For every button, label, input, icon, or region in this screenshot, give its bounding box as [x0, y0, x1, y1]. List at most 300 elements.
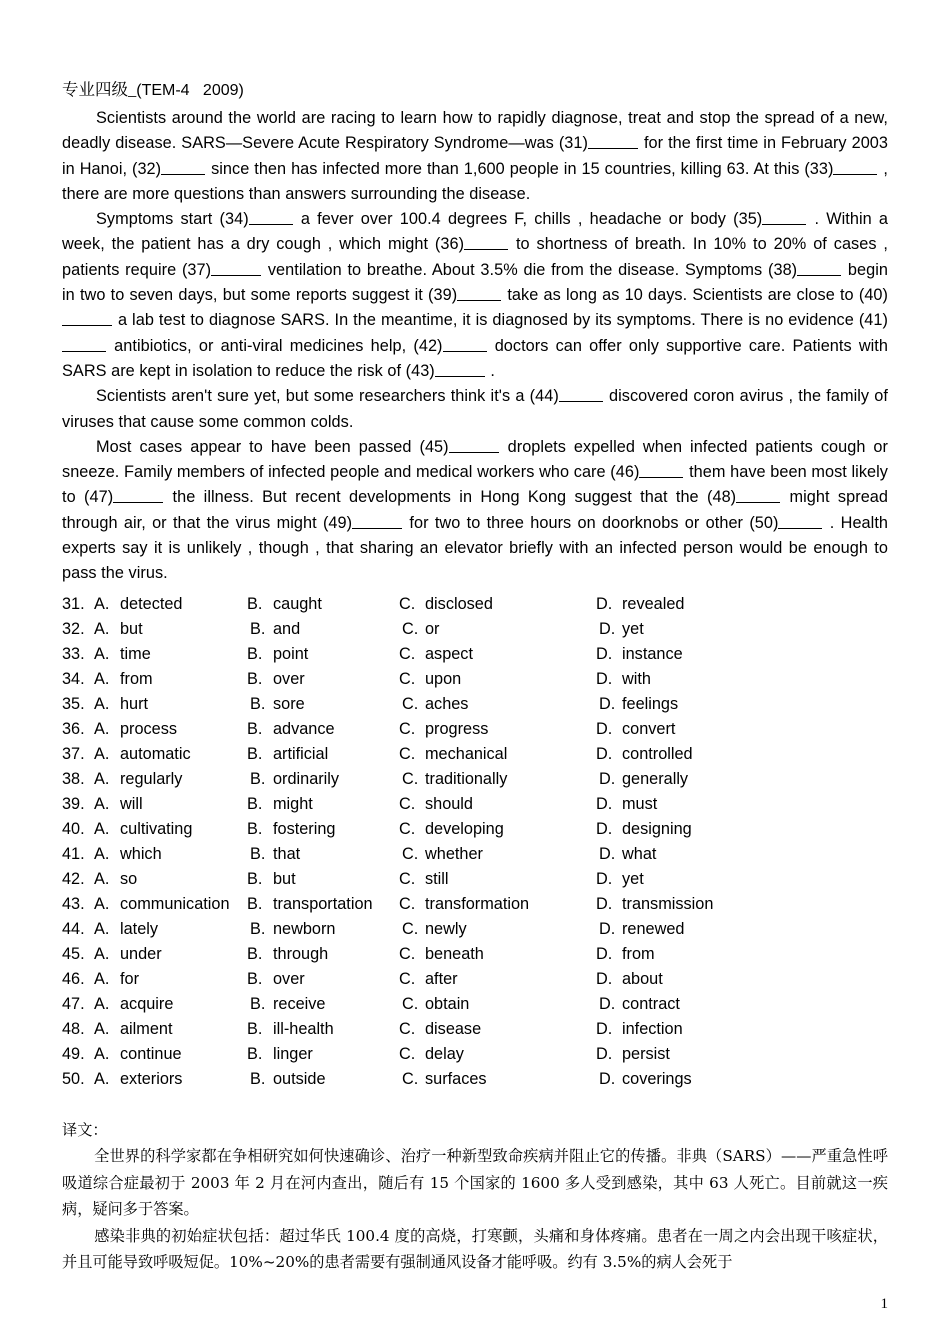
- option-letter: A.: [94, 894, 110, 913]
- option-choice[interactable]: [94, 795, 247, 814]
- option-letter: B.: [247, 1044, 263, 1063]
- option-letter: C.: [399, 719, 416, 738]
- question-number: 43.: [62, 894, 85, 913]
- option-choice[interactable]: [399, 945, 596, 964]
- question-number: 41.: [62, 844, 85, 863]
- option-text: feelings: [622, 694, 679, 713]
- option-row: [62, 720, 888, 745]
- option-choice[interactable]: [94, 770, 247, 789]
- option-choice[interactable]: [596, 920, 786, 939]
- option-choice[interactable]: [94, 970, 247, 989]
- option-choice[interactable]: [596, 1070, 786, 1089]
- option-letter: C.: [399, 1019, 416, 1038]
- option-letter: A.: [94, 669, 110, 688]
- option-letter: A.: [94, 869, 110, 888]
- option-letter: D.: [596, 669, 613, 688]
- option-text: instance: [622, 644, 683, 663]
- option-choice[interactable]: [247, 845, 399, 864]
- translation-label: 译文：: [62, 1120, 108, 1139]
- option-choice[interactable]: [247, 920, 399, 939]
- passage-text: a lab test to diagnose SARS. In the meantime, it is diagnosed by its symptoms. There is no evidence (41): [113, 311, 888, 330]
- option-letter: D.: [596, 869, 613, 888]
- option-choice[interactable]: [399, 970, 596, 989]
- option-choice[interactable]: [247, 820, 399, 839]
- option-choice[interactable]: [596, 620, 786, 639]
- option-choice[interactable]: [399, 1020, 596, 1039]
- option-row: [62, 695, 888, 720]
- option-letter: B.: [247, 594, 263, 613]
- option-row: [62, 970, 888, 995]
- option-letter: C.: [399, 819, 416, 838]
- option-letter: A.: [94, 969, 110, 988]
- option-row: [62, 1070, 888, 1095]
- option-letter: A.: [94, 844, 110, 863]
- option-letter: D.: [599, 994, 616, 1013]
- question-number: 37.: [62, 744, 85, 763]
- question-number: 39.: [62, 794, 85, 813]
- option-choice[interactable]: [94, 870, 247, 889]
- translation-text: 全世界的科学家都在争相研究如何快速确诊、治疗一种新型致命疾病并阻止它的传播。非典（SARS）——严重急性呼吸道综合症最初于 2003 年 2 月在河内查出，随后有 15 个国家的 1600 多人受到感染，其中 63 人死亡。目前就这一疾病，疑问多于答案。: [62, 1147, 888, 1219]
- option-choice[interactable]: [94, 945, 247, 964]
- option-text: progress: [425, 719, 489, 738]
- option-row: [62, 895, 888, 920]
- cloze-blank-45[interactable]: [449, 439, 499, 453]
- option-text: must: [622, 794, 658, 813]
- option-text: ill-health: [273, 1019, 334, 1038]
- option-text: newborn: [273, 919, 336, 938]
- question-number: 40.: [62, 819, 85, 838]
- option-row: [62, 820, 888, 845]
- option-text: obtain: [425, 994, 470, 1013]
- option-letter: C.: [402, 694, 419, 713]
- option-letter: B.: [247, 719, 263, 738]
- option-choice[interactable]: [596, 870, 786, 889]
- option-choice[interactable]: [399, 645, 596, 664]
- option-text: convert: [622, 719, 676, 738]
- option-letter: B.: [247, 669, 263, 688]
- option-letter: D.: [596, 894, 613, 913]
- option-text: developing: [425, 819, 504, 838]
- option-choice[interactable]: [94, 670, 247, 689]
- cloze-blank-32[interactable]: [161, 161, 205, 175]
- option-text: fostering: [273, 819, 336, 838]
- option-letter: C.: [402, 919, 419, 938]
- option-letter: C.: [399, 669, 416, 688]
- option-letter: B.: [247, 644, 263, 663]
- option-choice[interactable]: [399, 1070, 596, 1089]
- option-text: point: [273, 644, 309, 663]
- option-text: for: [120, 969, 140, 988]
- option-choice[interactable]: [94, 745, 247, 764]
- option-row: [62, 645, 888, 670]
- option-text: but: [120, 619, 143, 638]
- cloze-blank-42[interactable]: [443, 338, 487, 352]
- option-letter: C.: [399, 894, 416, 913]
- option-choice[interactable]: [596, 595, 786, 614]
- option-text: over: [273, 969, 305, 988]
- option-choice[interactable]: [399, 795, 596, 814]
- question-number: 36.: [62, 719, 85, 738]
- option-choice[interactable]: [399, 770, 596, 789]
- question-number: 31.: [62, 594, 85, 613]
- option-text: receive: [273, 994, 326, 1013]
- passage-text: ventilation to breathe. About 3.5% die from the disease. Symptoms (38): [262, 260, 798, 279]
- option-text: disease: [425, 1019, 482, 1038]
- passage-text: them have been most likely to (47): [62, 463, 888, 507]
- option-text: transmission: [622, 894, 714, 913]
- question-number: 32.: [62, 619, 85, 638]
- option-choice[interactable]: [94, 720, 247, 739]
- option-text: newly: [425, 919, 467, 938]
- cloze-blank-37[interactable]: [211, 262, 261, 276]
- option-text: exteriors: [120, 1069, 183, 1088]
- option-text: regularly: [120, 769, 183, 788]
- option-text: controlled: [622, 744, 693, 763]
- option-text: after: [425, 969, 458, 988]
- option-letter: C.: [399, 744, 416, 763]
- option-text: what: [622, 844, 657, 863]
- option-choice[interactable]: [247, 770, 399, 789]
- option-row: [62, 620, 888, 645]
- option-choice[interactable]: [399, 870, 596, 889]
- option-row: [62, 670, 888, 695]
- cloze-blank-47[interactable]: [113, 489, 163, 503]
- cloze-blank-39[interactable]: [457, 287, 501, 301]
- cloze-blank-46[interactable]: [639, 464, 683, 478]
- cloze-blank-44[interactable]: [559, 388, 603, 402]
- passage-text: Scientists around the world are racing to learn how to rapidly diagnose, treat and stop the spread of a new, deadly disease. SARS—Severe Acute Respiratory Syndrome—was (31): [62, 109, 888, 153]
- option-letter: C.: [402, 1069, 419, 1088]
- option-text: sore: [273, 694, 305, 713]
- option-choice[interactable]: [596, 670, 786, 689]
- option-text: will: [120, 794, 143, 813]
- option-choice[interactable]: [247, 870, 399, 889]
- option-choice[interactable]: [247, 695, 399, 714]
- option-letter: B.: [250, 694, 266, 713]
- option-choice[interactable]: [247, 620, 399, 639]
- option-choice[interactable]: [247, 595, 399, 614]
- option-letter: A.: [94, 994, 110, 1013]
- option-choice[interactable]: [399, 595, 596, 614]
- option-letter: C.: [399, 869, 416, 888]
- option-text: yet: [622, 869, 644, 888]
- option-text: with: [622, 669, 651, 688]
- option-choice[interactable]: [94, 645, 247, 664]
- option-choice[interactable]: [247, 795, 399, 814]
- option-letter: D.: [599, 619, 616, 638]
- option-letter: A.: [94, 919, 110, 938]
- option-text: from: [120, 669, 153, 688]
- translation-text: 感染非典的初始症状包括：超过华氏 100.4 度的高烧，打寒颤，头痛和身体疼痛。患者在一周之内会出现干咳症状，并且可能导致呼吸短促。10%~20%的患者需要有强制通风设备才能呼吸。约有 3.5%的病人会死于: [62, 1226, 888, 1272]
- option-choice[interactable]: [399, 1045, 596, 1064]
- passage-text: doctors can offer only supportive care. Patients with SARS are kept in isolation to reduce the risk of (43): [62, 336, 888, 380]
- option-letter: C.: [399, 969, 416, 988]
- option-choice[interactable]: [94, 1070, 247, 1089]
- option-text: generally: [622, 769, 689, 788]
- option-letter: C.: [402, 619, 419, 638]
- option-letter: A.: [94, 594, 110, 613]
- option-text: or: [425, 619, 440, 638]
- option-choice[interactable]: [94, 1045, 247, 1064]
- option-choice[interactable]: [94, 595, 247, 614]
- option-letter: B.: [247, 894, 263, 913]
- option-choice[interactable]: [399, 895, 596, 914]
- option-text: detected: [120, 594, 183, 613]
- option-letter: D.: [596, 969, 613, 988]
- option-choice[interactable]: [247, 745, 399, 764]
- question-number: 42.: [62, 869, 85, 888]
- option-letter: A.: [94, 744, 110, 763]
- option-letter: B.: [247, 794, 263, 813]
- option-text: and: [273, 619, 301, 638]
- page-title-latin: (TEM-4 2009): [136, 82, 244, 99]
- option-choice[interactable]: [399, 845, 596, 864]
- option-choice[interactable]: [596, 1045, 786, 1064]
- option-row: [62, 870, 888, 895]
- option-text: beneath: [425, 944, 484, 963]
- option-text: acquire: [120, 994, 174, 1013]
- cloze-blank-40[interactable]: [62, 312, 112, 326]
- option-choice[interactable]: [247, 895, 399, 914]
- option-choice[interactable]: [399, 820, 596, 839]
- option-letter: B.: [250, 844, 266, 863]
- cloze-blank-36[interactable]: [464, 236, 508, 250]
- passage-text: discovered coron avirus , the family of viruses that cause some common colds.: [62, 387, 888, 431]
- option-choice[interactable]: [94, 620, 247, 639]
- option-letter: D.: [599, 694, 616, 713]
- option-choice[interactable]: [596, 945, 786, 964]
- option-text: coverings: [622, 1069, 692, 1088]
- option-letter: C.: [402, 844, 419, 863]
- option-choice[interactable]: [94, 1020, 247, 1039]
- passage-text: might spread through air, or that the virus might (49): [62, 488, 889, 532]
- option-text: revealed: [622, 594, 685, 613]
- option-choice[interactable]: [94, 820, 247, 839]
- passage-text: . Health experts say it is unlikely , though , that sharing an elevator briefly with an infected person would be enough to pass the virus.: [62, 513, 889, 583]
- option-letter: A.: [94, 644, 110, 663]
- option-text: aspect: [425, 644, 473, 663]
- option-choice[interactable]: [399, 745, 596, 764]
- option-letter: D.: [599, 1069, 616, 1088]
- option-row: [62, 770, 888, 795]
- option-text: still: [425, 869, 449, 888]
- page-title: [62, 78, 888, 103]
- question-number: 47.: [62, 994, 85, 1013]
- option-choice[interactable]: [247, 670, 399, 689]
- option-choice[interactable]: [596, 645, 786, 664]
- option-text: under: [120, 944, 162, 963]
- option-choice[interactable]: [596, 720, 786, 739]
- option-choice[interactable]: [247, 995, 399, 1014]
- cloze-blank-41[interactable]: [62, 338, 106, 352]
- option-choice[interactable]: [596, 770, 786, 789]
- option-text: through: [273, 944, 329, 963]
- option-text: transportation: [273, 894, 373, 913]
- option-choice[interactable]: [94, 695, 247, 714]
- option-choice[interactable]: [94, 995, 247, 1014]
- option-choice[interactable]: [247, 970, 399, 989]
- option-choice[interactable]: [94, 845, 247, 864]
- option-choice[interactable]: [399, 995, 596, 1014]
- cloze-blank-48[interactable]: [736, 489, 780, 503]
- option-letter: C.: [399, 594, 416, 613]
- english-passage: [62, 106, 888, 587]
- option-letter: D.: [599, 844, 616, 863]
- option-letter: D.: [596, 794, 613, 813]
- passage-text: for two to three hours on doorknobs or other (50): [403, 513, 779, 532]
- cloze-blank-34[interactable]: [249, 211, 293, 225]
- question-number: 46.: [62, 969, 85, 988]
- option-choice[interactable]: [596, 970, 786, 989]
- passage-text: . Within a week, the patient has a dry cough , which might (36): [62, 210, 889, 254]
- option-choice[interactable]: [247, 1020, 399, 1039]
- option-text: contract: [622, 994, 680, 1013]
- option-choice[interactable]: [596, 895, 786, 914]
- question-number: 48.: [62, 1019, 85, 1038]
- translation-paragraph: [62, 1223, 888, 1276]
- option-letter: C.: [399, 944, 416, 963]
- option-choice[interactable]: [596, 1020, 786, 1039]
- option-choice[interactable]: [247, 945, 399, 964]
- page-title-cn: 专业四级_: [62, 80, 137, 99]
- option-text: time: [120, 644, 151, 663]
- option-letter: B.: [247, 1019, 263, 1038]
- question-number: 45.: [62, 944, 85, 963]
- option-letter: D.: [596, 594, 613, 613]
- option-choice[interactable]: [596, 795, 786, 814]
- cloze-blank-35[interactable]: [762, 211, 806, 225]
- option-choice[interactable]: [94, 920, 247, 939]
- option-text: infection: [622, 1019, 683, 1038]
- option-choice[interactable]: [399, 695, 596, 714]
- option-choice[interactable]: [399, 670, 596, 689]
- option-letter: B.: [247, 969, 263, 988]
- option-letter: B.: [250, 769, 266, 788]
- option-text: persist: [622, 1044, 670, 1063]
- option-text: that: [273, 844, 301, 863]
- option-text: aches: [425, 694, 469, 713]
- passage-text: Scientists aren't sure yet, but some researchers think it's a (44): [96, 387, 559, 406]
- option-text: linger: [273, 1044, 313, 1063]
- option-letter: A.: [94, 769, 110, 788]
- option-choice[interactable]: [247, 1045, 399, 1064]
- option-letter: D.: [596, 719, 613, 738]
- cloze-blank-33[interactable]: [833, 161, 877, 175]
- cloze-blank-49[interactable]: [352, 515, 402, 529]
- option-letter: B.: [247, 819, 263, 838]
- passage-text: a fever over 100.4 degrees F, chills , headache or body (35): [293, 210, 763, 229]
- option-row: [62, 945, 888, 970]
- option-row: [62, 845, 888, 870]
- option-letter: D.: [596, 644, 613, 663]
- option-text: mechanical: [425, 744, 508, 763]
- option-choice[interactable]: [247, 720, 399, 739]
- option-text: continue: [120, 1044, 182, 1063]
- option-letter: B.: [247, 944, 263, 963]
- option-text: over: [273, 669, 305, 688]
- option-choice[interactable]: [399, 620, 596, 639]
- option-choice[interactable]: [399, 920, 596, 939]
- option-choice[interactable]: [94, 895, 247, 914]
- option-letter: B.: [247, 744, 263, 763]
- option-choice[interactable]: [596, 845, 786, 864]
- option-letter: B.: [250, 994, 266, 1013]
- question-number: 33.: [62, 644, 85, 663]
- option-text: ailment: [120, 1019, 173, 1038]
- option-letter: B.: [247, 869, 263, 888]
- option-text: so: [120, 869, 138, 888]
- cloze-blank-50[interactable]: [778, 515, 822, 529]
- option-text: transformation: [425, 894, 530, 913]
- option-choice[interactable]: [596, 995, 786, 1014]
- option-choice[interactable]: [399, 720, 596, 739]
- option-letter: A.: [94, 719, 110, 738]
- question-number: 44.: [62, 919, 85, 938]
- passage-text: Symptoms start (34): [96, 210, 249, 229]
- option-text: traditionally: [425, 769, 508, 788]
- chinese-translation: [62, 1117, 888, 1276]
- option-text: yet: [622, 619, 644, 638]
- option-letter: A.: [94, 944, 110, 963]
- option-text: upon: [425, 669, 462, 688]
- question-number: 35.: [62, 694, 85, 713]
- option-choice[interactable]: [596, 820, 786, 839]
- passage-paragraph: [62, 207, 888, 384]
- option-choice[interactable]: [247, 1070, 399, 1089]
- option-letter: D.: [596, 1019, 613, 1038]
- option-text: artificial: [273, 744, 329, 763]
- option-row: [62, 1045, 888, 1070]
- cloze-blank-38[interactable]: [797, 262, 841, 276]
- option-letter: A.: [94, 694, 110, 713]
- option-text: but: [273, 869, 296, 888]
- passage-text: .: [485, 361, 495, 380]
- passage-text: to shortness of breath. In 10% to 20% of cases , patients require (37): [62, 235, 888, 279]
- option-text: should: [425, 794, 473, 813]
- option-row: [62, 595, 888, 620]
- option-letter: D.: [596, 1044, 613, 1063]
- cloze-blank-43[interactable]: [435, 363, 485, 377]
- option-text: hurt: [120, 694, 149, 713]
- option-text: delay: [425, 1044, 464, 1063]
- option-choice[interactable]: [247, 645, 399, 664]
- option-text: renewed: [622, 919, 685, 938]
- option-letter: A.: [94, 619, 110, 638]
- option-choice[interactable]: [596, 745, 786, 764]
- passage-text: , there are more questions than answers surrounding the disease.: [62, 159, 888, 203]
- option-text: automatic: [120, 744, 191, 763]
- option-letter: A.: [94, 794, 110, 813]
- option-choice[interactable]: [596, 695, 786, 714]
- passage-paragraph: [62, 106, 888, 207]
- option-letter: C.: [402, 994, 419, 1013]
- option-text: ordinarily: [273, 769, 340, 788]
- options-list: [62, 595, 888, 1095]
- passage-text: the illness. But recent developments in Hong Kong suggest that the (48): [164, 488, 737, 507]
- option-row: [62, 1020, 888, 1045]
- passage-text: droplets expelled when infected patients cough or sneeze. Family members of infected people and medical workers who care (46): [62, 437, 888, 482]
- option-letter: A.: [94, 1044, 110, 1063]
- option-letter: B.: [250, 1069, 266, 1088]
- option-letter: D.: [599, 919, 616, 938]
- passage-text: since then has infected more than 1,600 people in 15 countries, killing 63. At this (33): [206, 159, 834, 178]
- cloze-blank-31[interactable]: [588, 135, 638, 149]
- option-text: whether: [425, 844, 483, 863]
- option-letter: A.: [94, 819, 110, 838]
- option-text: advance: [273, 719, 335, 738]
- page-number: 1: [880, 1296, 888, 1312]
- option-row: [62, 745, 888, 770]
